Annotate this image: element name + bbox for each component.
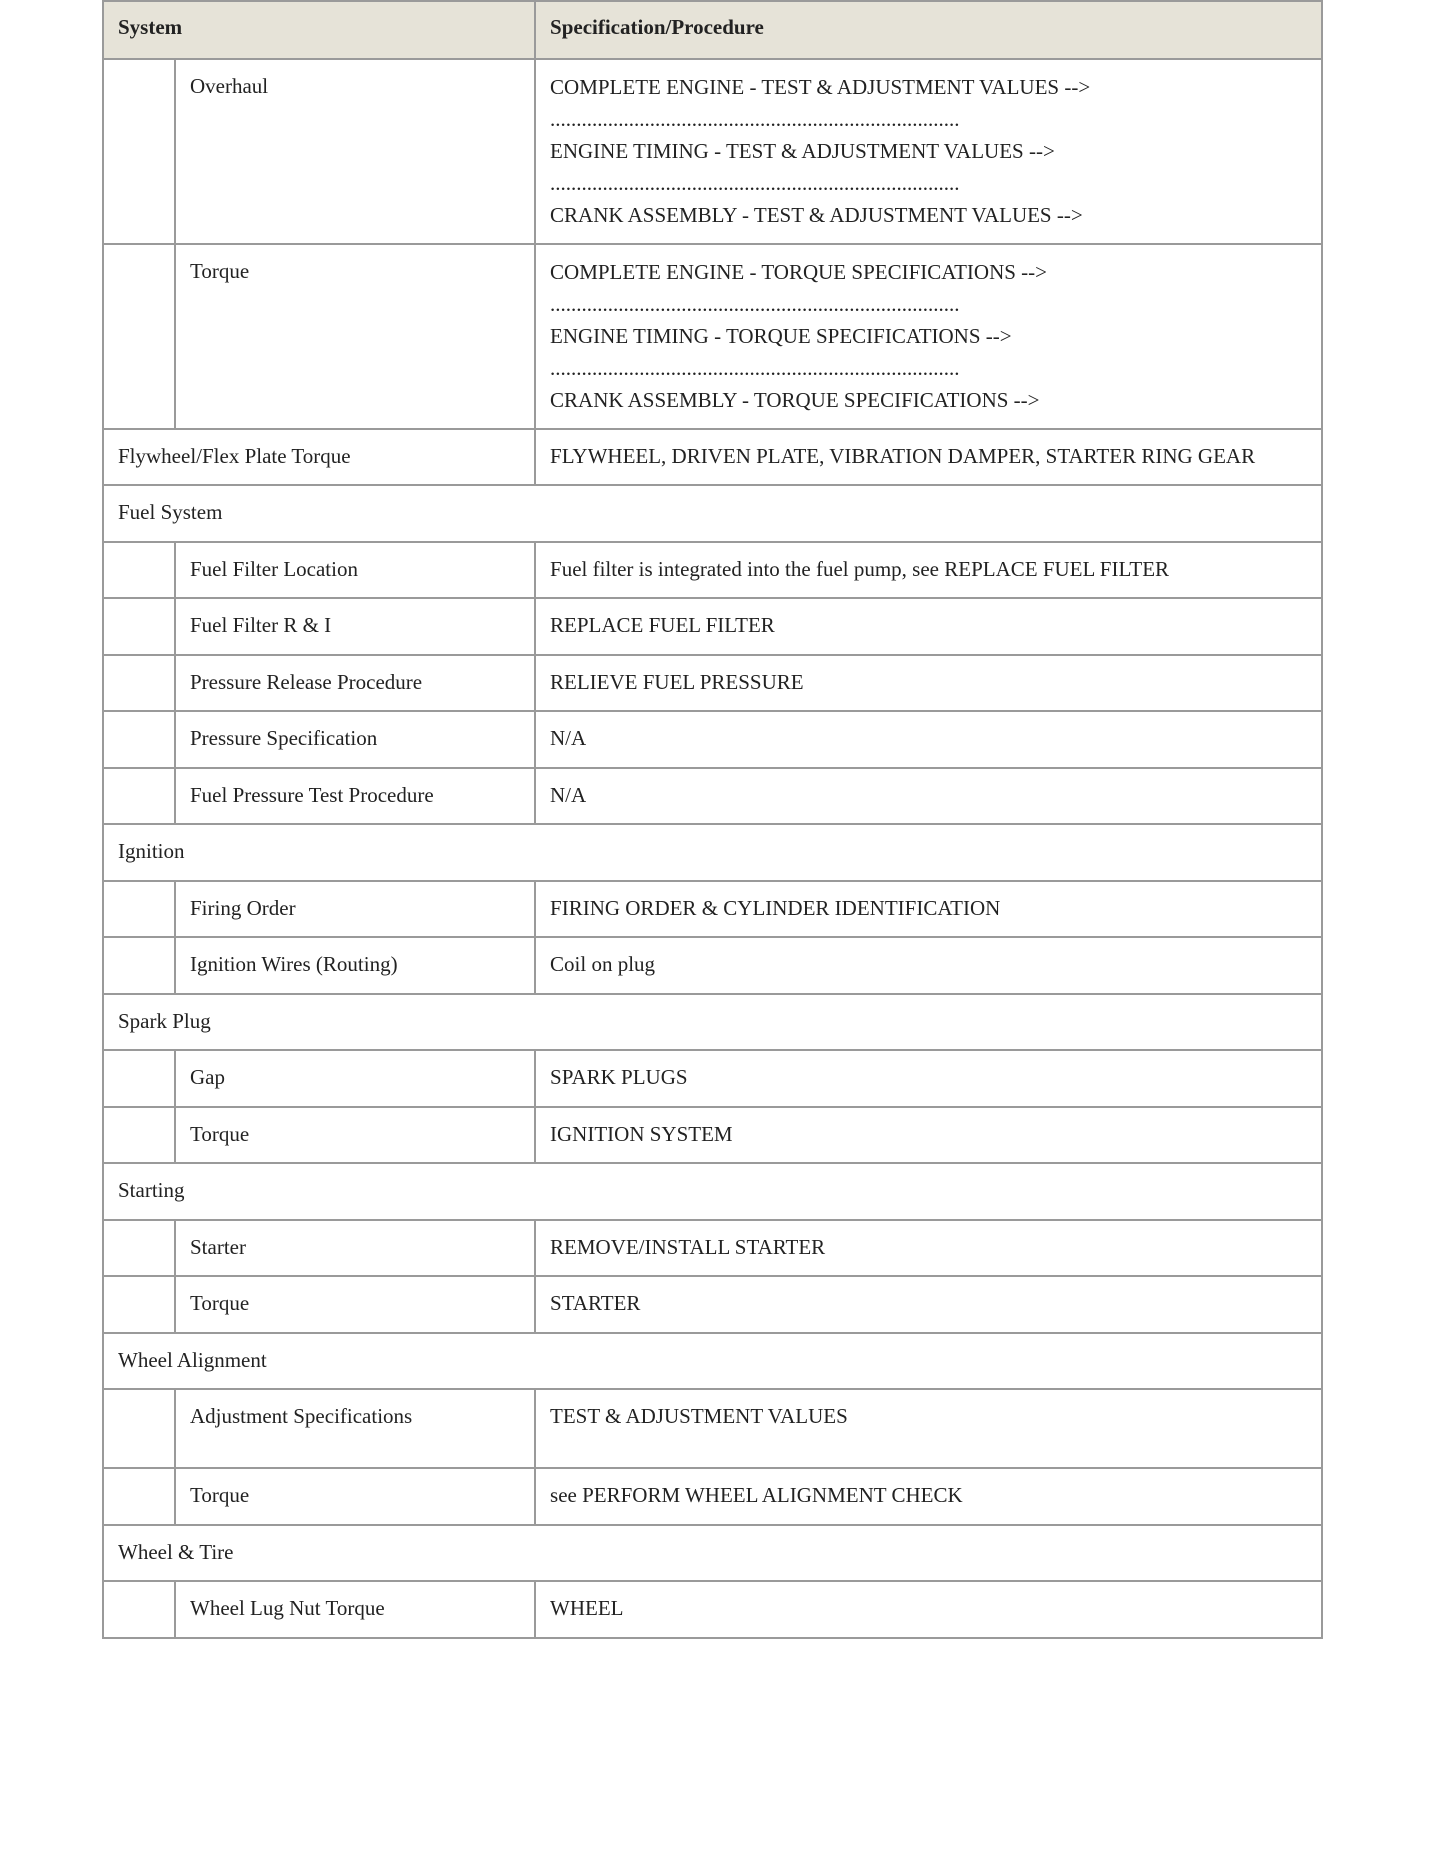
table-row (103, 937, 1322, 994)
procedure-link[interactable]: COMPLETE ENGINE - TORQUE SPECIFICATIONS --> (550, 259, 1048, 284)
row-value[interactable]: REPLACE FUEL FILTER (535, 598, 1322, 655)
table-row (103, 881, 1322, 938)
row-label: Torque (175, 1276, 535, 1333)
row-label: Starter (175, 1220, 535, 1277)
row-value[interactable]: STARTER (535, 1276, 1322, 1333)
row-label: Pressure Release Procedure (175, 655, 535, 712)
table-row (103, 1220, 1322, 1277)
row-label: Wheel Lug Nut Torque (175, 1581, 535, 1638)
row-value[interactable]: Fuel filter is integrated into the fuel pump, see REPLACE FUEL FILTER (535, 542, 1322, 599)
table-row (103, 768, 1322, 825)
table-row (103, 598, 1322, 655)
row-label: Torque (175, 1468, 535, 1525)
row-value[interactable]: REMOVE/INSTALL STARTER (535, 1220, 1322, 1277)
row-label: Overhaul (175, 59, 535, 244)
indent-cell (103, 59, 175, 244)
section-row-ignition (103, 824, 1322, 881)
table-row-flywheel (103, 429, 1322, 486)
indent-cell (103, 1389, 175, 1468)
row-value[interactable]: WHEEL (535, 1581, 1322, 1638)
procedure-link[interactable]: ENGINE TIMING - TEST & ADJUSTMENT VALUES --> (550, 138, 1055, 163)
table-row (103, 1050, 1322, 1107)
row-value: N/A (535, 711, 1322, 768)
specification-table (102, 0, 1323, 1639)
row-value[interactable]: RELIEVE FUEL PRESSURE (535, 655, 1322, 712)
table-header-row (103, 1, 1322, 59)
section-title: Wheel Alignment (103, 1333, 1322, 1390)
row-label: Fuel Filter Location (175, 542, 535, 599)
header-specification: Specification/Procedure (535, 1, 1322, 59)
section-title: Ignition (103, 824, 1322, 881)
row-value: N/A (535, 768, 1322, 825)
indent-cell (103, 1468, 175, 1525)
table-row (103, 1389, 1322, 1468)
dotted-separator: .............................................................................. (550, 291, 960, 316)
indent-cell (103, 881, 175, 938)
section-row-starting (103, 1163, 1322, 1220)
row-label: Torque (175, 1107, 535, 1164)
section-title: Wheel & Tire (103, 1525, 1322, 1582)
indent-cell (103, 1107, 175, 1164)
row-label: Torque (175, 244, 535, 429)
row-label: Ignition Wires (Routing) (175, 937, 535, 994)
section-row-fuel-system (103, 485, 1322, 542)
indent-cell (103, 1276, 175, 1333)
indent-cell (103, 598, 175, 655)
indent-cell (103, 1220, 175, 1277)
dotted-separator: .............................................................................. (550, 106, 960, 131)
indent-cell (103, 937, 175, 994)
section-row-spark-plug (103, 994, 1322, 1051)
procedure-link[interactable]: CRANK ASSEMBLY - TORQUE SPECIFICATIONS --> (550, 387, 1040, 412)
table-row-engine-torque (103, 244, 1322, 429)
header-system: System (103, 1, 535, 59)
row-label: Pressure Specification (175, 711, 535, 768)
row-value (535, 244, 1322, 429)
row-label: Firing Order (175, 881, 535, 938)
indent-cell (103, 1581, 175, 1638)
table-row (103, 1276, 1322, 1333)
procedure-link[interactable]: CRANK ASSEMBLY - TEST & ADJUSTMENT VALUES --> (550, 202, 1083, 227)
table-row (103, 1107, 1322, 1164)
row-label: Fuel Filter R & I (175, 598, 535, 655)
table-row (103, 711, 1322, 768)
indent-cell (103, 768, 175, 825)
indent-cell (103, 244, 175, 429)
table-row (103, 655, 1322, 712)
row-value[interactable]: TEST & ADJUSTMENT VALUES (535, 1389, 1322, 1468)
indent-cell (103, 542, 175, 599)
row-label: Fuel Pressure Test Procedure (175, 768, 535, 825)
section-title: Fuel System (103, 485, 1322, 542)
row-label: Flywheel/Flex Plate Torque (103, 429, 535, 486)
dotted-separator: .............................................................................. (550, 355, 960, 380)
section-title: Spark Plug (103, 994, 1322, 1051)
indent-cell (103, 655, 175, 712)
row-value[interactable]: FLYWHEEL, DRIVEN PLATE, VIBRATION DAMPER, STARTER RING GEAR (535, 429, 1322, 486)
section-row-wheel-alignment (103, 1333, 1322, 1390)
table-row-overhaul (103, 59, 1322, 244)
row-value[interactable]: IGNITION SYSTEM (535, 1107, 1322, 1164)
indent-cell (103, 711, 175, 768)
procedure-link[interactable]: COMPLETE ENGINE - TEST & ADJUSTMENT VALUES --> (550, 74, 1091, 99)
row-label: Gap (175, 1050, 535, 1107)
table-row (103, 542, 1322, 599)
row-value: Coil on plug (535, 937, 1322, 994)
section-title: Starting (103, 1163, 1322, 1220)
section-row-wheel-tire (103, 1525, 1322, 1582)
row-value[interactable]: see PERFORM WHEEL ALIGNMENT CHECK (535, 1468, 1322, 1525)
procedure-link[interactable]: ENGINE TIMING - TORQUE SPECIFICATIONS --> (550, 323, 1012, 348)
table-row (103, 1581, 1322, 1638)
row-value (535, 59, 1322, 244)
row-value[interactable]: SPARK PLUGS (535, 1050, 1322, 1107)
dotted-separator: .............................................................................. (550, 170, 960, 195)
row-value[interactable]: FIRING ORDER & CYLINDER IDENTIFICATION (535, 881, 1322, 938)
indent-cell (103, 1050, 175, 1107)
row-label: Adjustment Specifications (175, 1389, 535, 1468)
table-row (103, 1468, 1322, 1525)
